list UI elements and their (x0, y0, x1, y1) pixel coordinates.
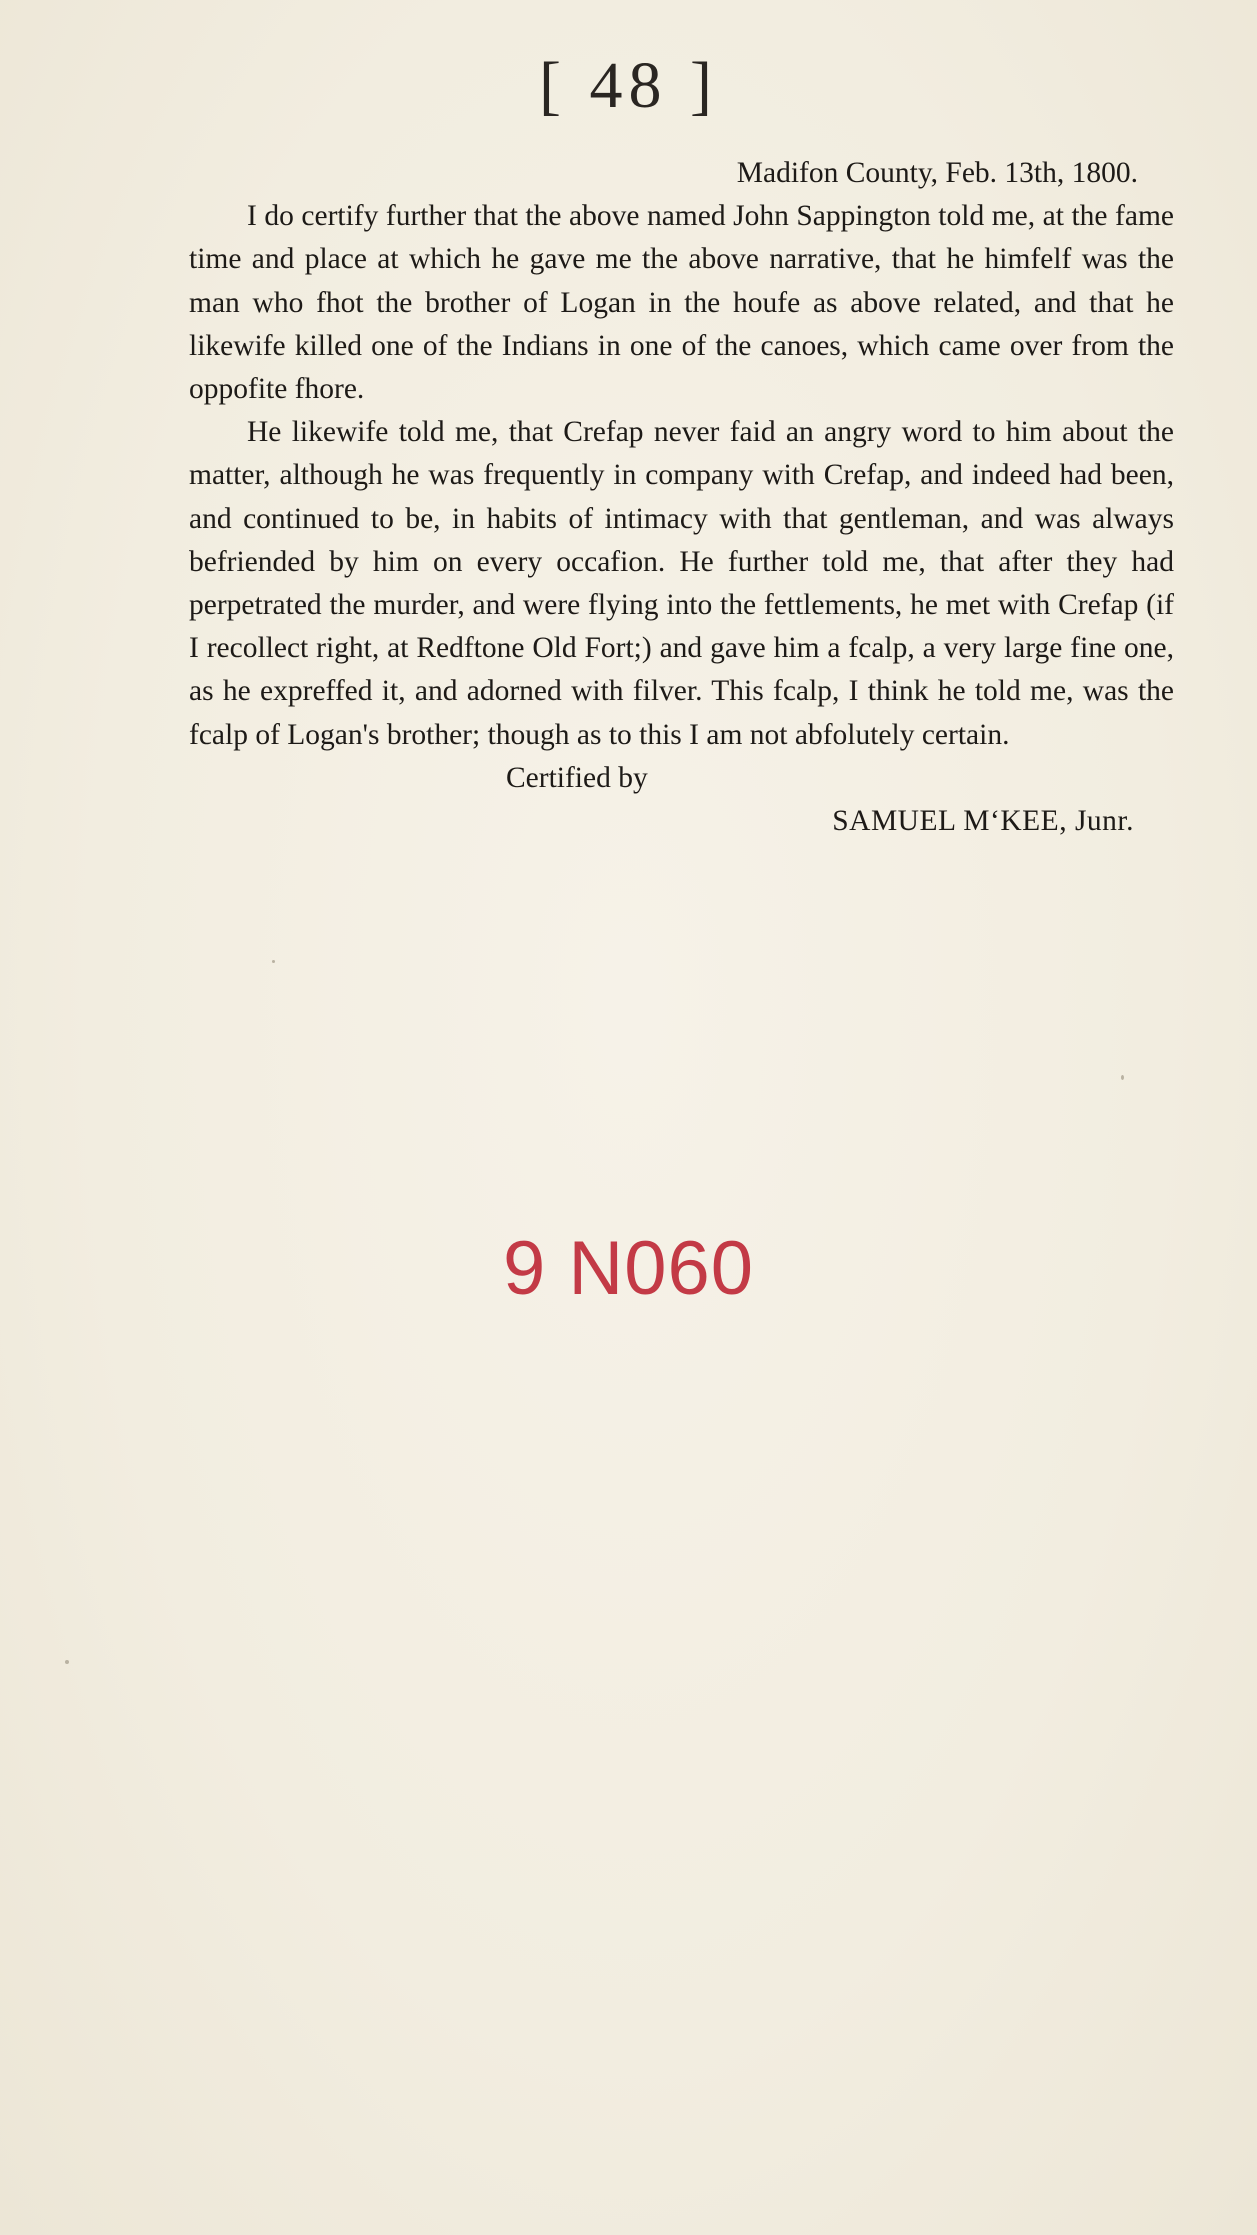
paragraph-account: He likewife told me, that Crefap never faid an angry word to him about the matter, although he was frequently in company with Crefap, and indeed had been, and continued to be, in habits of intimacy with that gentleman, and was always befriended by him on every occafion. He further told me, that after they had perpetrated the murder, and were flying into the fettlements, he met with Crefap (if I recollect right, at Redftone Old Fort;) and gave him a fcalp, a very large fine one, as he expreffed it, and adorned with filver. This fcalp, I think he told me, was the fcalp of Logan's brother; though as to this I am not abfolutely certain. (189, 416, 1174, 751)
letter-body (189, 152, 1174, 843)
paragraph-certification: I do certify further that the above named John Sappington told me, at the fame time and place at which he gave me the above narrative, that he himfelf was the man who fhot the brother of Logan in the houfe as above related, and that he likewife killed one of the Indians in one of the canoes, which came over from the oppofite fhore. (189, 200, 1174, 406)
paper-speck (1121, 1075, 1124, 1080)
page-number: [ 48 ] (539, 49, 718, 122)
signature: SAMUEL M‘KEE, Junr. (832, 805, 1134, 838)
dateline: Madifon County, Feb. 13th, 1800. (736, 157, 1138, 189)
paper-speck (272, 960, 275, 963)
catalog-stamp: 9 N060 (502, 1226, 755, 1311)
paper-speck (65, 1660, 69, 1664)
certified-by-line: Certified by (506, 761, 648, 794)
